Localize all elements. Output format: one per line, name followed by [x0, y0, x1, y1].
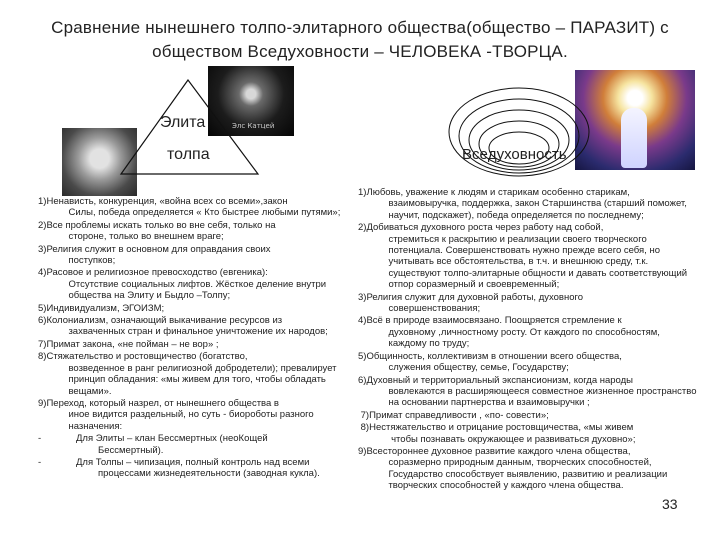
list-item-number: 7) — [38, 338, 47, 350]
list-item-text — [46, 267, 350, 301]
list-item-text — [366, 375, 700, 409]
list-item-text — [76, 433, 350, 456]
list-item — [38, 220, 350, 243]
list-item-continuation: духовному ,личностному росту. От каждого по способностям, каждому по труду; — [388, 326, 660, 350]
list-item-first-line: Примат справедливости , «по- совести»; — [369, 409, 549, 421]
crowd-label: толпа — [167, 146, 210, 163]
list-item-text — [369, 422, 700, 445]
list-item-number: 9) — [358, 445, 367, 457]
right-list — [358, 187, 700, 493]
page-number: 33 — [662, 496, 678, 512]
list-item-number: 6) — [38, 315, 47, 327]
list-item-continuation: Отсутствие социальных лифтов. Жёсткое деление внутри общества на Элиту и Быдло –Толпу; — [68, 278, 327, 302]
list-item-continuation: процессами жизнедеятельности (заводная кукла). — [98, 468, 320, 480]
list-item-number: 4) — [358, 315, 367, 327]
list-item-continuation: Бессмертный). — [98, 444, 164, 456]
list-item-text — [46, 244, 350, 267]
list-item — [38, 315, 350, 338]
list-item-number: 1) — [358, 187, 367, 198]
list-item — [358, 351, 700, 374]
list-item-continuation: совершенствования; — [388, 303, 481, 315]
list-item — [38, 339, 350, 350]
list-item-first-line: Всё в природе взаимосвязано. Поощряется стремление к — [366, 315, 622, 327]
list-item-number: 4) — [38, 267, 47, 279]
list-item-first-line: Религия служит в основном для оправдания своих — [46, 243, 271, 255]
list-item-continuation: служения обществу, семье, Государству; — [388, 362, 569, 374]
list-item-text — [366, 187, 700, 221]
left-list — [38, 196, 350, 481]
list-item-continuation: Силы, победа определяется « Кто быстрее любыми путями»; — [68, 207, 341, 219]
list-item — [358, 187, 700, 221]
list-item-first-line: Для Элиты – клан Бессмертных (неоКощей — [76, 433, 268, 445]
list-item-text — [46, 339, 350, 350]
list-item-continuation: поступков; — [68, 255, 116, 267]
list-item-continuation: захваченных стран и финальное уничтожение их народов; — [68, 326, 328, 338]
list-item-continuation: стремиться к раскрытию и реализации своего творческого потенциала. Совершенствовать нужно прежде всего себя, но учитывать все обстоятельства, в т.ч. и внешнюю среду, т.к. существуют толпо-элитарные общности и давать соответствующий отпор соразмерный и своевременный; — [388, 233, 688, 291]
list-item-first-line: Всестороннее духовное развитие каждого члена общества, — [366, 445, 631, 457]
list-item-first-line: Любовь, уважение к людям и старикам особенно старикам, — [366, 187, 630, 198]
list-item-text — [46, 303, 350, 314]
list-item-first-line: Расовое и религиозное превосходство (евгеника): — [46, 267, 268, 279]
list-item — [38, 351, 350, 397]
list-item-number: - — [38, 456, 42, 468]
list-item — [38, 457, 350, 480]
list-item-first-line: Духовный и территориальный экспансионизм, когда народы — [366, 374, 634, 386]
list-item-first-line: Примат закона, «не пойман – не вор» ; — [46, 338, 219, 350]
list-item-number: 2) — [38, 219, 47, 231]
list-item-number: 1) — [38, 196, 47, 207]
list-item — [358, 410, 700, 421]
list-item — [358, 375, 700, 409]
list-item — [38, 196, 350, 219]
list-item — [358, 222, 700, 290]
list-item — [38, 267, 350, 301]
list-item-text — [369, 410, 700, 421]
photo-caption: Элс Катцей — [232, 122, 275, 130]
list-item — [358, 315, 700, 349]
list-item-text — [366, 446, 700, 492]
list-item-text — [76, 457, 350, 480]
list-item-text — [46, 351, 350, 397]
list-item-number: 2) — [358, 222, 367, 234]
list-item-number: 5) — [358, 350, 367, 362]
list-item-number: 3) — [358, 291, 367, 303]
list-item-number: 8) — [38, 351, 47, 363]
list-item-continuation: возведенное в ранг религиозной добродетели); превалирует принцип обладания: «мы живем для того, чтобы обладать вещами». — [68, 362, 337, 397]
list-item-text — [366, 222, 700, 290]
page-title: Сравнение нынешнего толпо-элитарного общества(общество – ПАРАЗИТ) с обществом Всeдуховности – ЧЕЛОВЕКА -ТВОРЦА. — [51, 18, 669, 61]
list-item — [358, 446, 700, 492]
list-item-text — [46, 196, 350, 219]
list-item-first-line: Все проблемы искать только во вне себя, только на — [46, 219, 276, 231]
list-item-first-line: Общинность, коллективизм в отношении всего общества, — [366, 350, 622, 362]
list-item-text — [46, 220, 350, 243]
elite-label: Элита — [160, 114, 206, 131]
list-item-continuation: соразмерно природным данным, творческих способностей, Государство способствует выявлению, развитию и реализации творческих способностей у каждого члена общества. — [388, 457, 668, 492]
all-spirituality-label: Всeдуховность — [462, 146, 567, 163]
list-item-continuation: взаимовыручка, поддержка, закон Старшинства (старший поможет, научит, подскажет), победа определяется по последнему; — [388, 198, 687, 221]
list-item — [38, 398, 350, 432]
list-item-text — [366, 292, 700, 315]
list-item-first-line: Стяжательство и ростовщичество (богатство, — [46, 351, 248, 363]
list-item-continuation: стороне, только во внешнем враге; — [68, 231, 224, 243]
list-item-first-line: Для Толпы – чипизация, полный контроль над всеми — [76, 456, 310, 468]
list-item-first-line: Колониализм, означающий выкачивание ресурсов из — [46, 315, 283, 327]
list-item-first-line: Религия служит для духовной работы, духовного — [366, 291, 584, 303]
list-item-text — [366, 315, 700, 349]
list-item — [38, 433, 350, 456]
list-item-number: 9) — [38, 397, 47, 409]
list-item — [358, 292, 700, 315]
list-item — [358, 422, 700, 445]
list-item-text — [366, 351, 700, 374]
list-item — [38, 244, 350, 267]
list-item — [38, 303, 350, 314]
list-item-number: - — [38, 433, 42, 445]
list-item-first-line: Переход, который назрел, от нынешнего общества в — [46, 397, 279, 409]
list-item-number: 6) — [358, 374, 367, 386]
list-item-continuation: вовлекаются в расширяющееся совместное жизненное пространство на основании партнерства и взаимовыручки ; — [388, 385, 697, 409]
list-item-first-line: Ненависть, конкуренция, «война всех со всеми»,закон — [46, 196, 288, 207]
list-item-text — [46, 315, 350, 338]
list-item-first-line: Индивидуализм, ЭГОИЗМ; — [46, 302, 165, 314]
list-item-number: 3) — [38, 243, 47, 255]
list-item-number: 7) — [358, 409, 370, 421]
list-item-first-line: Добиваться духовного роста через работу над собой, — [366, 222, 604, 234]
list-item-continuation: чтобы познавать окружающее и развиваться духовно»; — [391, 433, 636, 445]
list-item-first-line: Нестяжательство и отрицание ростовщичества, «мы живем — [369, 422, 634, 434]
list-item-number: 5) — [38, 302, 47, 314]
list-item-text — [46, 398, 350, 432]
list-item-number: 8) — [358, 422, 370, 434]
list-item-continuation: иное видится раздельный, но суть - биороботы разного назначения: — [68, 409, 314, 432]
